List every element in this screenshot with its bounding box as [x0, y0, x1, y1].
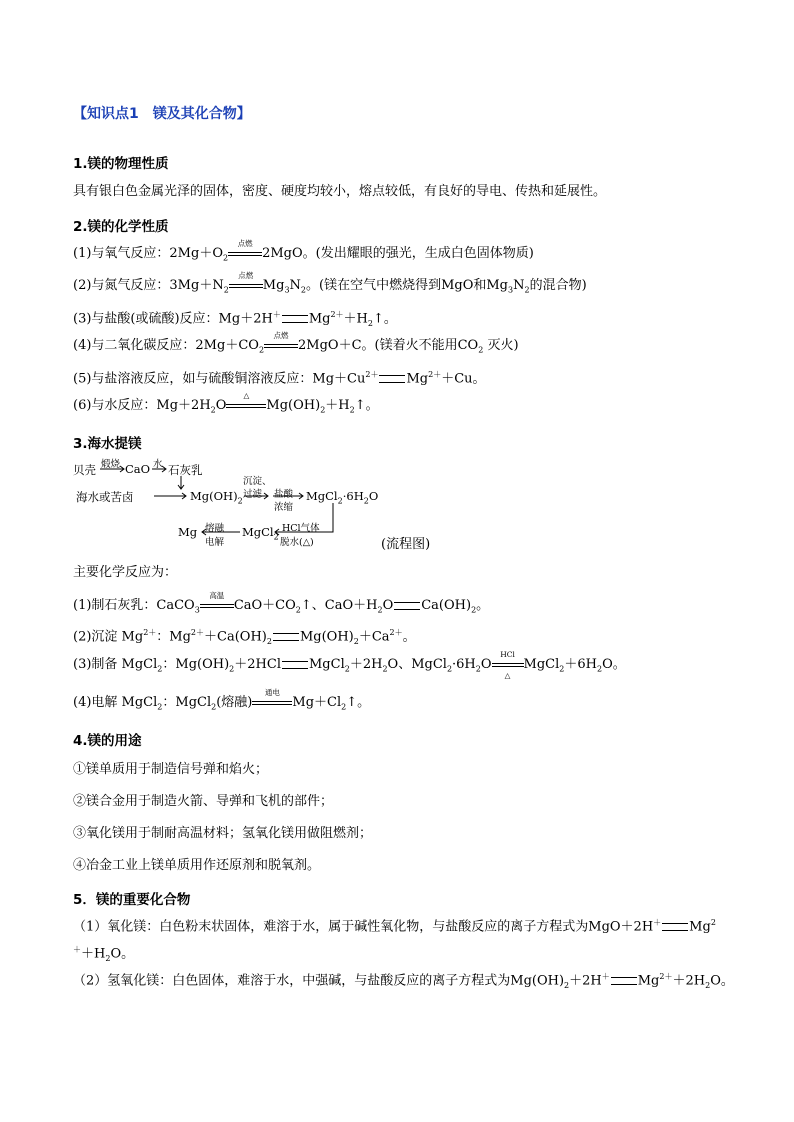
compound-mgo-line2: $^++H_2O$。	[73, 945, 135, 963]
flow-arrows	[0, 0, 794, 560]
heading-compounds: 5．镁的重要化合物	[73, 892, 191, 908]
reaction-oxygen: (1)与氧气反应：$2Mg+O_2$ 点燃 2MgO。(发出耀眼的强光，生成白色固体物质)	[73, 238, 534, 263]
flow-melt: 熔融	[205, 523, 225, 534]
main-reactions-intro: 主要化学反应为：	[73, 565, 178, 580]
reaction-mgcl2-prep: (3)制备 MgCl$_2$：$Mg(OH)_2+2HCl$ $MgCl_2+2H_2O$、$MgCl_2\cdot 6H_2O$ HCl △ $MgCl_2+6H_2O$。	[73, 649, 626, 680]
heading-chemical: 2.镁的化学性质	[73, 219, 169, 235]
section-title: 【知识点1 镁及其化合物】	[73, 106, 251, 122]
reaction-water: (6)与水反应：$Mg+2H_2O$ △ $Mg(OH)_2+H_2↑$。	[73, 390, 379, 415]
reaction-lime: (1)制石灰乳：CaCO$_3$ 高温 $CaO+CO_2↑$、$CaO+H_2O$ $Ca(OH)_2$。	[73, 590, 490, 615]
reaction-precipitate: (2)沉淀 $Mg^{2+}$：$Mg^{2+}+Ca(OH)_2$ $Mg(OH)_2+Ca^{2+}$。	[73, 628, 416, 646]
heading-seawater: 3.海水提镁	[73, 436, 142, 452]
flow-diagram	[0, 0, 794, 560]
flow-lime: 石灰乳	[168, 463, 203, 477]
heading-uses: 4.镁的用途	[73, 733, 142, 749]
reaction-acid: (3)与盐酸(或硫酸)反应：Mg＋2H＋ $Mg^{2+}+H_2↑$。	[73, 310, 397, 328]
flow-seawater: 海水或苦卤	[76, 490, 134, 504]
flow-mgcl2-hydrate: $MgCl_2\cdot 6H_2O$	[306, 489, 379, 506]
flow-calcine: 煅烧	[101, 459, 121, 470]
use-item-4: ④冶金工业上镁单质用作还原剂和脱氧剂。	[73, 858, 321, 873]
flow-conc: 浓缩	[274, 502, 294, 513]
compound-mgo-line1: （1）氧化镁：白色粉末状固体，难溶于水，属于碱性氧化物，与盐酸反应的离子方程式为MgO＋2H＋ Mg$^2$	[73, 918, 716, 935]
use-item-3: ③氧化镁用于制耐高温材料；氢氧化镁用做阻燃剂；	[73, 826, 373, 841]
reaction-electrolysis: (4)电解 MgCl$_2$：MgCl$_2$(熔融) 通电 $Mg+Cl_2↑$。	[73, 687, 371, 712]
use-item-2: ②镁合金用于制造火箭、导弹和飞机的部件；	[73, 794, 334, 809]
flow-hcl: 盐酸	[274, 489, 294, 500]
flow-dehyd: 脱水(△)	[280, 537, 314, 548]
flow-mgoh2: $Mg(OH)_2$	[190, 489, 243, 506]
reaction-salt: (5)与盐溶液反应，如与硫酸铜溶液反应：$Mg+Cu^{2+}$ $Mg^{2+}+Cu$。	[73, 370, 486, 387]
flow-shell: 贝壳	[73, 463, 96, 477]
heading-physical: 1.镁的物理性质	[73, 156, 169, 172]
flow-filter: 过滤	[243, 489, 263, 500]
flow-hclgas: HCl气体	[282, 523, 320, 534]
physical-properties-text: 具有银白色金属光泽的固体，密度、硬度均较小，熔点较低，有良好的导电、传热和延展性。	[73, 184, 607, 199]
reaction-nitrogen: (2)与氮气反应：$3Mg+N_2$ 点燃 $Mg_3N_2$。(镁在空气中燃烧得到MgO和$Mg_3N_2$的混合物)	[73, 270, 587, 295]
reaction-co2: (4)与二氧化碳反应：$2Mg+CO_2$ 点燃 2MgO＋C。(镁着火不能用$CO_2$ 灭火)	[73, 330, 519, 355]
flow-water: 水	[153, 459, 163, 470]
flow-precip: 沉淀、	[243, 476, 272, 487]
flow-caption: (流程图)	[381, 537, 431, 552]
flow-cao: CaO	[125, 462, 151, 476]
compound-mgoh2: （2）氢氧化镁：白色固体，难溶于水，中强碱，与盐酸反应的离子方程式为$Mg(OH)_2+2H^+$ $Mg^{2+}+2H_2O$。	[73, 972, 734, 990]
use-item-1: ①镁单质用于制造信号弹和焰火；	[73, 762, 269, 777]
flow-mgcl2: MgCl$_2$	[242, 525, 279, 542]
flow-mg: Mg	[178, 525, 198, 539]
flow-elec: 电解	[205, 537, 225, 548]
